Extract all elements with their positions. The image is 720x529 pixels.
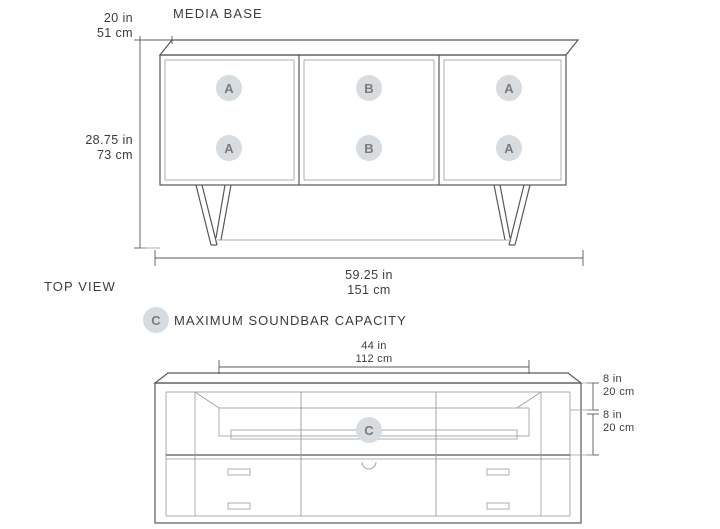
depth-dim-imperial: 20 in (103, 11, 133, 25)
width-dim-imperial: 59.25 in (345, 268, 393, 282)
upper-opening-metric: 20 cm (603, 386, 635, 398)
top-view-title: TOP VIEW (44, 279, 116, 294)
leg-right-brace-a (500, 185, 510, 238)
soundbar-dimension-lines (219, 360, 599, 455)
door-badge (216, 135, 242, 161)
svg-text:B: B (364, 141, 374, 156)
lower-opening-metric: 20 cm (603, 422, 635, 434)
cabinet-body (160, 55, 566, 185)
svg-text:C: C (151, 313, 161, 328)
width-dim-metric: 151 cm (347, 283, 391, 297)
detail-pull-3 (228, 503, 250, 509)
door-badge (356, 75, 382, 101)
cabinet-legs (196, 185, 530, 245)
detail-pull-2 (487, 469, 509, 475)
capacity-badge-c (142, 306, 170, 334)
perspective-line-left (195, 392, 219, 408)
capacity-label: MAXIMUM SOUNDBAR CAPACITY (174, 313, 407, 328)
detail-pull-1 (228, 469, 250, 475)
depth-dim-metric: 51 cm (96, 26, 133, 40)
height-dim-metric: 73 cm (96, 148, 133, 162)
soundbar-cavity (166, 392, 570, 516)
door-badge (496, 135, 522, 161)
door-badge (356, 135, 382, 161)
height-dim-imperial: 28.75 in (85, 133, 133, 147)
leg-left-brace-a (216, 185, 225, 238)
detail-pull-4 (487, 503, 509, 509)
leg-right-brace-b (494, 185, 505, 240)
soundbar-cabinet-top (155, 373, 581, 383)
lower-opening-imperial: 8 in (603, 409, 622, 421)
soundbar-cabinet-body (155, 383, 581, 523)
soundbar-capacity-view (155, 373, 581, 523)
media-base-title: MEDIA BASE (173, 6, 263, 21)
svg-text:A: A (224, 141, 234, 156)
svg-text:A: A (504, 141, 514, 156)
svg-text:C: C (364, 423, 374, 438)
soundbar-width-imperial: 44 in (361, 340, 387, 352)
leg-left-outer (196, 185, 211, 245)
leg-right-inner (509, 185, 524, 245)
handle-icon (362, 462, 376, 469)
door-badge-group (216, 75, 522, 161)
cabinet-top-surface (160, 40, 578, 55)
svg-text:B: B (364, 81, 374, 96)
perspective-line-right (517, 392, 541, 408)
leg-left-inner (202, 185, 217, 245)
door-badge (216, 75, 242, 101)
soundbar-width-metric: 112 cm (355, 353, 393, 365)
door-badge (496, 75, 522, 101)
upper-opening-imperial: 8 in (603, 373, 622, 385)
leg-left-brace-b (221, 185, 231, 240)
soundbar-badge (356, 417, 382, 443)
svg-text:A: A (224, 81, 234, 96)
leg-right-outer (515, 185, 530, 245)
svg-text:A: A (504, 81, 514, 96)
